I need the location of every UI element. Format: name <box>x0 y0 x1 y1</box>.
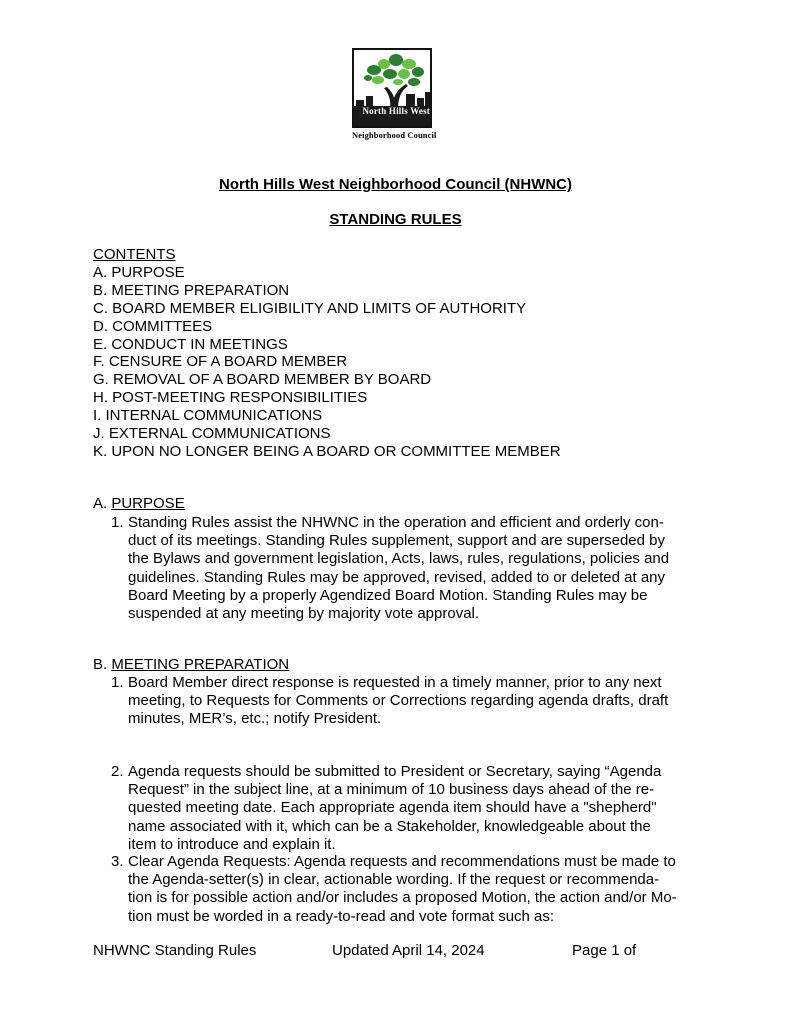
contents-item: E. CONDUCT IN MEETINGS <box>93 335 288 353</box>
item-line: duct of its meetings. Standing Rules supplement, support and are superseded by <box>128 532 665 550</box>
section-b-letter: B. <box>93 656 112 673</box>
section-a-heading <box>93 495 185 512</box>
section-b-item-1 <box>111 674 711 729</box>
item-line: guidelines. Standing Rules may be approved, revised, added to or deleted at any <box>128 568 666 586</box>
item-line: quested meeting date. Each appropriate agenda item should have a "shepherd" <box>128 799 657 817</box>
item-line: Board Member direct response is requested in a timely manner, prior to any next <box>128 674 662 691</box>
logo-frame <box>352 48 432 128</box>
item-line: suspended at any meeting by majority vote approval. <box>128 605 480 623</box>
logo-wordmark <box>352 106 437 140</box>
contents-list <box>93 246 561 461</box>
contents-item: G. REMOVAL OF A BOARD MEMBER BY BOARD <box>93 371 432 389</box>
contents-item: I. INTERNAL COMMUNICATIONS <box>93 407 323 425</box>
item-line: the Bylaws and government legislation, Acts, laws, rules, regulations, policies and <box>128 550 670 568</box>
document-title: North Hills West Neighborhood Council (NHWNC) <box>218 176 573 193</box>
logo-line-2: Neighborhood Council <box>352 130 437 140</box>
section-b-item-3 <box>111 853 711 926</box>
item-line: tion is for possible action and/or includes a proposed Motion, the action and/or Mo- <box>128 889 677 907</box>
contents-item: C. BOARD MEMBER ELIGIBILITY AND LIMITS OF AUTHORITY <box>93 299 527 317</box>
section-a-item-1 <box>111 514 711 623</box>
section-b-item-2 <box>111 763 711 854</box>
section-a-letter: A. <box>93 495 112 512</box>
item-line: item to introduce and explain it. <box>128 835 336 853</box>
nhwnc-logo <box>352 48 436 152</box>
contents-item: F. CENSURE OF A BOARD MEMBER <box>93 353 348 371</box>
item-line: meeting, to Requests for Comments or Corrections regarding agenda drafts, draft <box>128 692 669 710</box>
item-line: the Agenda-setter(s) in clear, actionable wording. If the request or recommenda- <box>128 871 660 889</box>
item-line: tion must be worded in a ready-to-read and vote format such as: <box>128 907 555 925</box>
section-b-heading <box>93 656 289 673</box>
contents-item: K. UPON NO LONGER BEING A BOARD OR COMMITTEE MEMBER <box>93 442 561 460</box>
item-number: 2. <box>111 763 124 780</box>
item-line: Board Meeting by a properly Agendized Board Motion. Standing Rules may be <box>128 586 648 604</box>
contents-item: A. PURPOSE <box>93 263 185 281</box>
section-a-title: PURPOSE <box>111 495 185 512</box>
item-line: Agenda requests should be submitted to President or Secretary, saying “Agenda <box>128 763 662 780</box>
document-subtitle: STANDING RULES <box>329 211 462 228</box>
contents-item: H. POST-MEETING RESPONSIBILITIES <box>93 389 368 407</box>
item-number: 1. <box>111 514 124 531</box>
contents-item: J. EXTERNAL COMMUNICATIONS <box>93 425 331 443</box>
item-line: Standing Rules assist the NHWNC in the operation and efficient and orderly con- <box>128 514 664 531</box>
section-b-title: MEETING PREPARATION <box>111 656 290 673</box>
contents-heading: CONTENTS <box>93 246 176 263</box>
item-line: Request” in the subject line, at a minimum of 10 business days ahead of the re- <box>128 781 655 799</box>
footer-left: NHWNC Standing Rules <box>93 942 257 959</box>
footer-center: Updated April 14, 2024 <box>332 942 485 959</box>
item-line: minutes, MER’s, etc.; notify President. <box>128 710 382 728</box>
item-line: Clear Agenda Requests: Agenda requests and recommendations must be made to <box>128 853 676 870</box>
item-number: 1. <box>111 674 124 691</box>
logo-line-1: North Hills West <box>362 106 430 116</box>
item-line: name associated with it, which can be a Stakeholder, knowledgeable about the <box>128 817 651 835</box>
footer-page-number: Page 1 of <box>572 942 637 959</box>
contents-item: B. MEETING PREPARATION <box>93 281 290 299</box>
contents-item: D. COMMITTEES <box>93 317 213 335</box>
item-number: 3. <box>111 853 124 870</box>
tree-skyline-logo-icon <box>354 50 432 128</box>
